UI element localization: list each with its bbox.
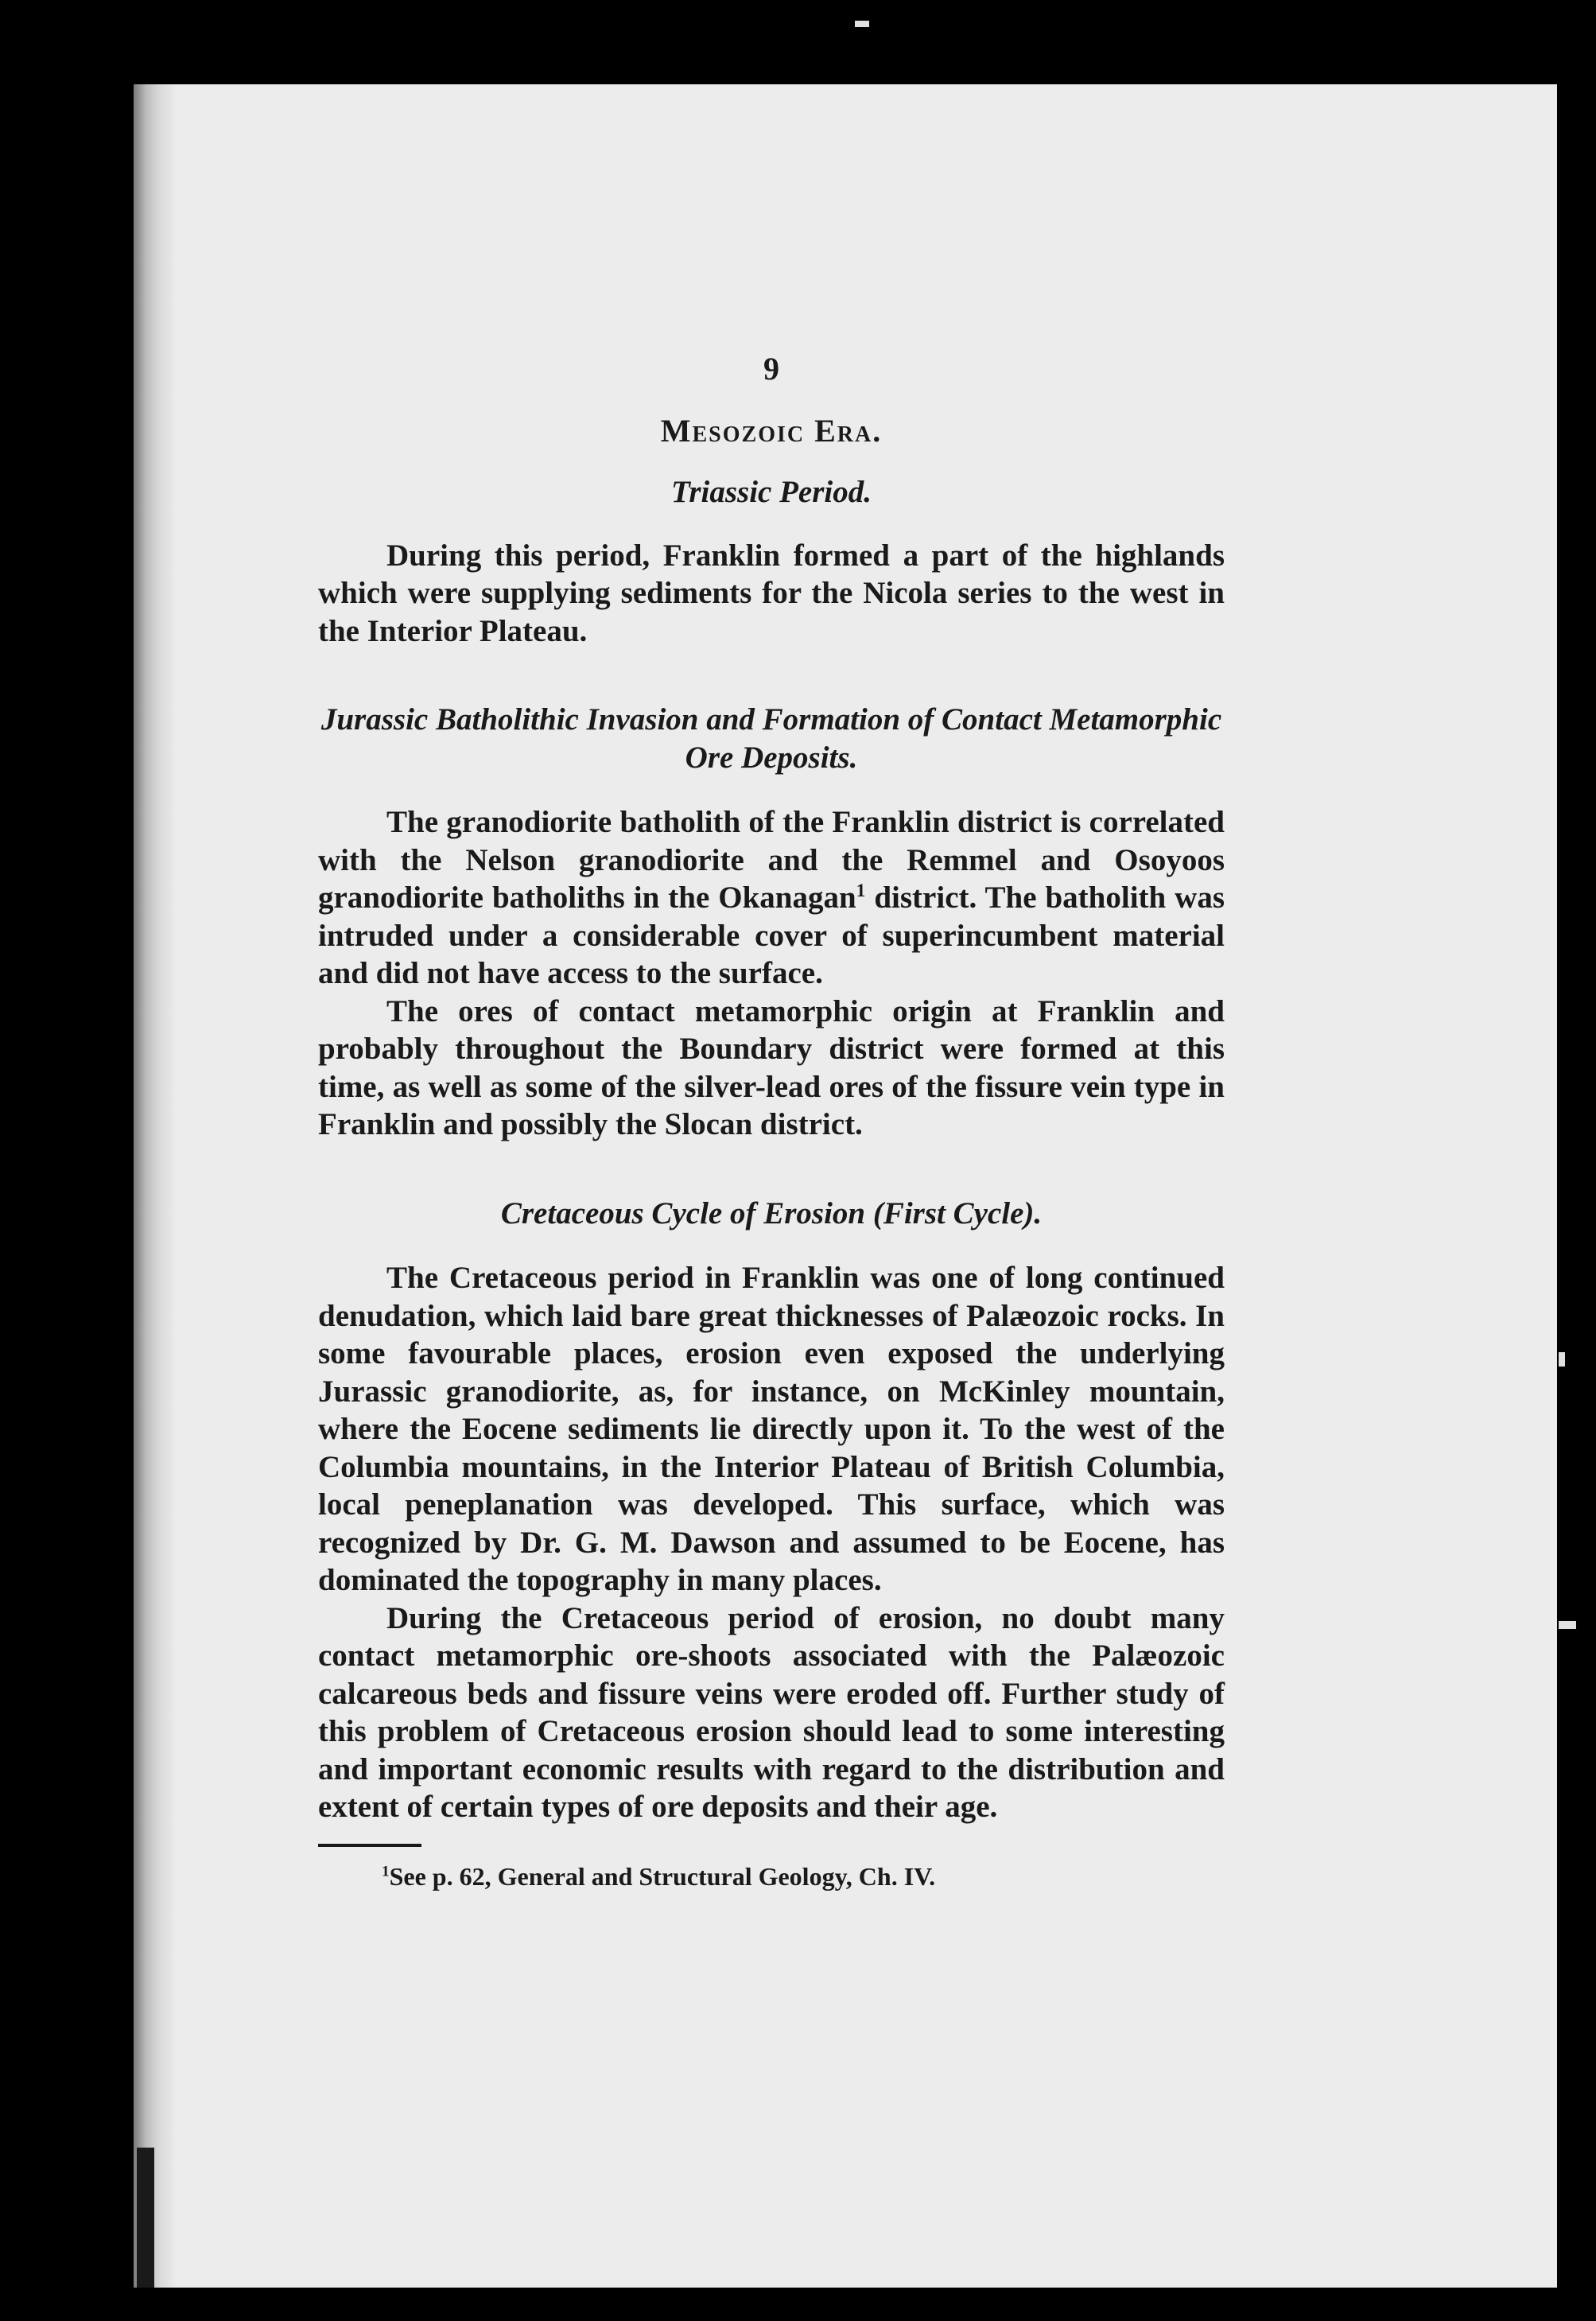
footnote-text: See p. 62, General and Structural Geology, Ch. IV. [389, 1861, 936, 1891]
paragraph-text: The granodiorite batholith of the Franklin district is correlated with the Nelson granodiorite and the Remmel and Osoyoos granodiorite batholiths in the Okanagan [318, 805, 1225, 915]
footnote [382, 1858, 1225, 1896]
section-heading-jurassic: Jurassic Batholithic Invasion and Formation of Contact Metamorphic Ore Deposits. [320, 702, 1222, 775]
section-heading-triassic: Triassic Period. [670, 475, 872, 509]
paragraph: The ores of contact metamorphic origin at Franklin and probably throughout the Boundary district were formed at this time, as well as some of the silver-lead ores of the fissure vein type in Franklin and possibly the Slocan district. [318, 993, 1225, 1141]
scan-speck [855, 21, 869, 27]
paragraph-text: district. The batholith was intruded under a considerable cover of superincumbent material and did not have access to the surface. [318, 881, 1225, 990]
paragraph: During the Cretaceous period of erosion, no doubt many contact metamorphic ore-shoots associated with the Palæozoic calcareous beds and fissure veins were eroded off. Further study of this problem of Cretaceous erosion should lead to some interesting and important economic results with regard to the distribution and extent of certain types of ore deposits and their age. [318, 1600, 1225, 1824]
footnote-marker: 1 [382, 1862, 390, 1880]
era-heading: Mesozoic Era. [660, 412, 883, 449]
scan-speck [1559, 1621, 1576, 1629]
page-number: 9 [763, 351, 779, 387]
scan-speck [1559, 1352, 1565, 1367]
section-heading-cretaceous: Cretaceous Cycle of Erosion (First Cycle). [500, 1195, 1043, 1230]
page-binding-edge [134, 84, 177, 2288]
binding-shadow [137, 2148, 154, 2288]
paragraph: The Cretaceous period in Franklin was one of long continued denudation, which laid bare great thicknesses of Palæozoic rocks. In some favourable places, erosion even exposed the underlying Jurassic granodiorite, as, for instance, on McKinley mountain, where the Eocene sediments lie directly upon it. To the west of the Columbia mountains, in the Interior Plateau of British Columbia, local peneplanation was developed. This surface, which was recognized by Dr. G. M. Dawson and assumed to be Eocene, has dominated the topography in many places. [318, 1261, 1225, 1597]
footnote-marker: 1 [856, 881, 866, 901]
page-text [318, 350, 1225, 1895]
paragraph: During this period, Franklin formed a part of the highlands which were supplying sediments for the Nicola series to the west in the Interior Plateau. [318, 538, 1225, 648]
footnote-divider [318, 1844, 421, 1847]
paragraph [318, 803, 1225, 993]
